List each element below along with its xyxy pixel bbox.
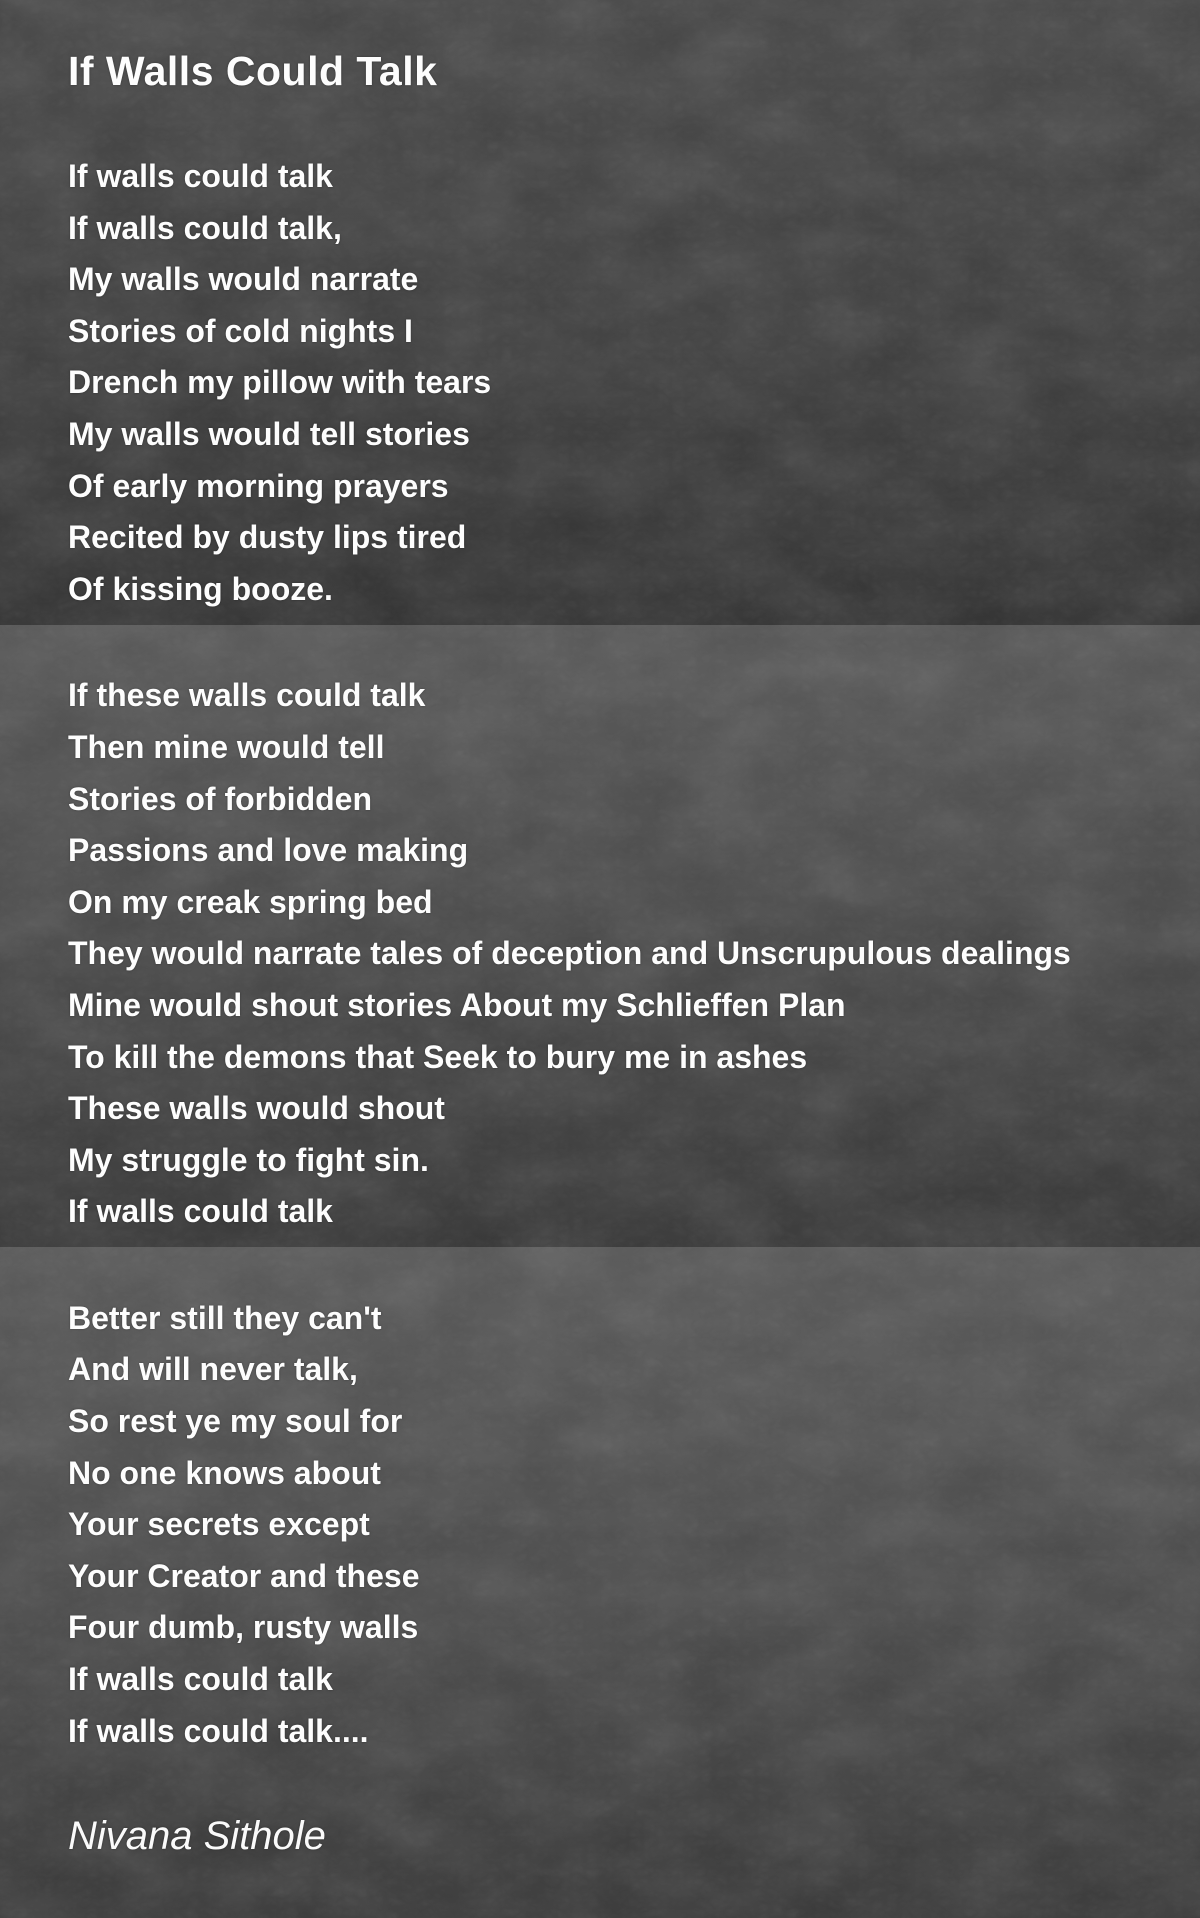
poem-author: Nivana Sithole	[68, 1814, 326, 1859]
poem-line: If walls could talk....	[68, 1712, 369, 1749]
poem-line: Mine would shout stories About my Schlieffen Plan	[68, 986, 846, 1023]
poem-line: If walls could talk	[68, 158, 333, 194]
poem-content	[68, 0, 1170, 1860]
poem-line: My struggle to fight sin.	[68, 1141, 429, 1178]
poem-line: Four dumb, rusty walls	[68, 1609, 419, 1646]
stanza-3	[68, 1293, 1170, 1757]
poem-line: They would narrate tales of deception and Unscrupulous dealings	[68, 935, 1071, 972]
poem-line: And will never talk,	[68, 1351, 358, 1388]
stanza-2	[68, 670, 1170, 1238]
poem-line: My walls would narrate	[68, 261, 419, 298]
poem-line: Of kissing booze.	[68, 570, 333, 607]
poem-line: Drench my pillow with tears	[68, 364, 492, 401]
poem-line: If these walls could talk	[68, 677, 426, 714]
poem-line: On my creak spring bed	[68, 883, 433, 920]
poem-line: Then mine would tell	[68, 728, 385, 765]
poem-line: If walls could talk	[68, 1661, 333, 1698]
poem-line: If walls could talk,	[68, 209, 342, 246]
poem-line: Better still they can't	[68, 1299, 382, 1336]
poem-line: To kill the demons that Seek to bury me in ashes	[68, 1038, 808, 1075]
stanza-1	[68, 151, 1170, 615]
poem-title: If Walls Could Talk	[68, 48, 438, 94]
poem-line: Stories of cold nights I	[68, 312, 413, 349]
poem-line: These walls would shout	[68, 1090, 445, 1127]
poem-line: Your secrets except	[68, 1506, 370, 1543]
poem-line: Passions and love making	[68, 832, 469, 869]
poem-line: Of early morning prayers	[68, 467, 449, 504]
poem-line: If walls could talk	[68, 1193, 333, 1230]
poem-line: Your Creator and these	[68, 1557, 420, 1594]
poem-line: No one knows about	[68, 1454, 381, 1491]
poem-line: So rest ye my soul for	[68, 1403, 403, 1440]
poem-line: Stories of forbidden	[68, 780, 372, 817]
poem-line: My walls would tell stories	[68, 415, 470, 452]
poem-line: Recited by dusty lips tired	[68, 519, 467, 556]
